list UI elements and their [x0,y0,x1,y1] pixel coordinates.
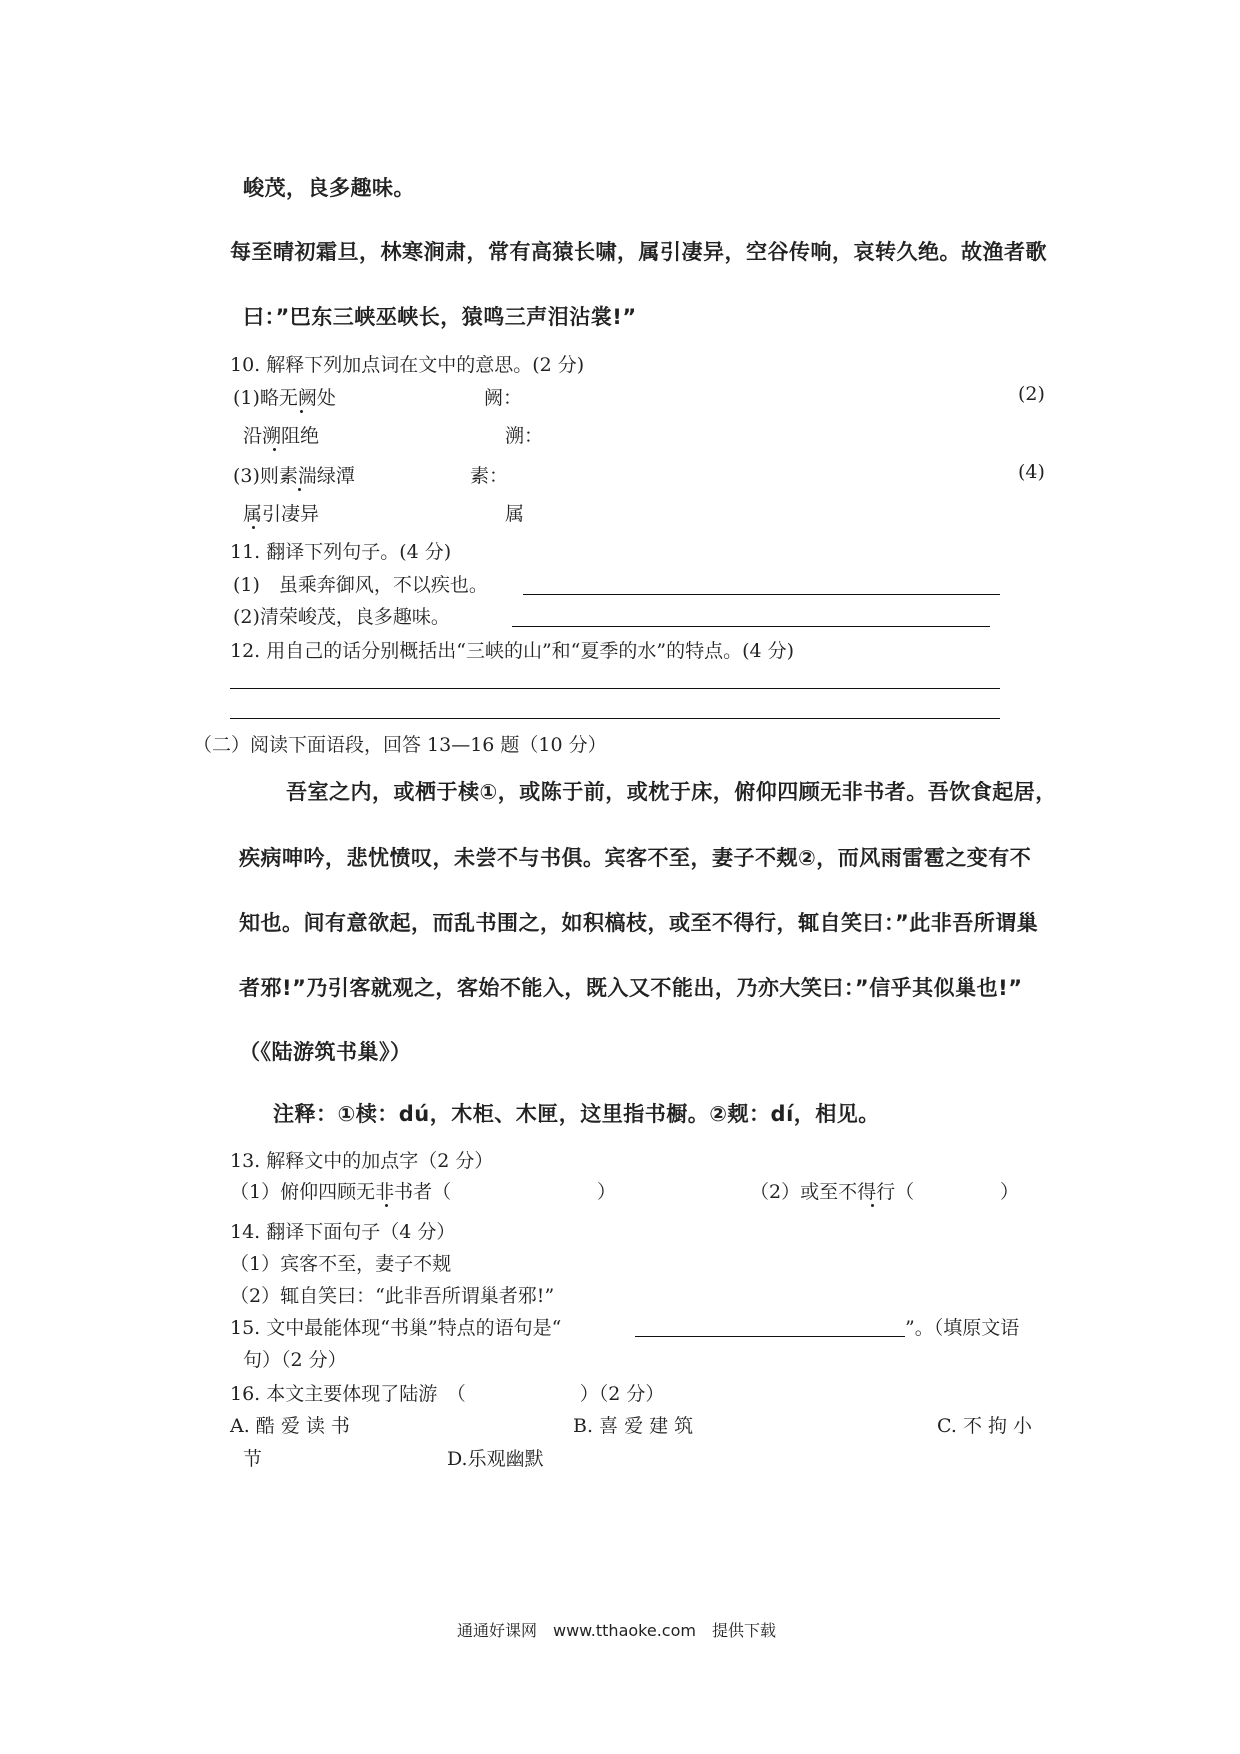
passage-source: （《陆游筑书巢》） [239,1040,412,1064]
question-10-key-2: 溯： [505,425,544,447]
option-c-cont: 节 [243,1448,263,1470]
question-13-item-2-close: ） [1000,1181,1020,1203]
question-10-item-2: 沿溯阻绝 [243,425,320,447]
question-15-stem-tail: ”。（填原文语 [905,1317,1020,1339]
answer-line[interactable] [512,626,990,627]
question-10-key-3: 素： [470,465,509,487]
question-13-item-2: （2）或至不得行（ [750,1181,915,1203]
question-10-item-1: (1)略无阙处 [233,387,336,409]
answer-line[interactable] [523,594,1000,595]
question-11-stem: 11. 翻译下列句子。(4 分) [230,541,452,563]
emphasis-dot [273,448,276,451]
question-13-stem: 13. 解释文中的加点字（2 分） [230,1150,494,1172]
question-11-sentence-1: (1) 虽乘奔御风，不以疾也。 [233,574,488,596]
question-10-num-2: (2) [1018,383,1045,405]
passage-note: 注释：①椟：dú，木柜、木匣，这里指书橱。②觌：dí，相见。 [273,1102,880,1126]
question-16-stem: 16. 本文主要体现了陆游 （ ）（2 分） [230,1383,665,1405]
answer-line[interactable] [230,718,1000,719]
emphasis-dot [385,1204,388,1207]
answer-line[interactable] [635,1336,905,1337]
passage-line: 曰：”巴东三峡巫峡长，猿鸣三声泪沾裳!” [243,305,637,329]
emphasis-dot [871,1204,874,1207]
question-10-num-4: (4) [1018,461,1045,483]
option-a: A. 酷 爱 读 书 [230,1415,350,1437]
question-14-sentence-2: （2）辄自笑曰：“此非吾所谓巢者邪!” [230,1285,555,1307]
passage-line: 知也。间有意欲起，而乱书围之，如积槁枝，或至不得行，辄自笑曰：”此非吾所谓巢 [239,911,1039,935]
emphasis-dot [298,488,301,491]
emphasis-dot [300,410,303,413]
question-12-stem: 12. 用自己的话分别概括出“三峡的山”和“夏季的水”的特点。(4 分) [230,640,795,662]
question-15-stem: 15. 文中最能体现“书巢”特点的语句是“ [230,1317,562,1339]
answer-line[interactable] [230,688,1000,689]
option-b: B. 喜 爱 建 筑 [573,1415,694,1437]
question-11-sentence-2: (2)清荣峻茂，良多趣味。 [233,606,450,628]
passage-line: 峻茂，良多趣味。 [243,176,415,200]
question-10-stem: 10. 解释下列加点词在文中的意思。(2 分) [230,354,585,376]
question-14-sentence-1: （1）宾客不至，妻子不觌 [230,1253,452,1275]
emphasis-dot [252,526,255,529]
passage-line: 每至晴初霜旦，林寒涧肃，常有高猿长啸，属引凄异，空谷传响，哀转久绝。故渔者歌 [230,240,1047,264]
page-footer: 通通好课网 www.tthaoke.com 提供下载 [457,1621,776,1640]
question-13-item-1: （1）俯仰四顾无非书者（ [230,1181,452,1203]
passage-line: 者邪!”乃引客就观之，客始不能入，既入又不能出，乃亦大笑曰：”信乎其似巢也!” [239,976,1023,1000]
passage-line: 疾病呻吟，悲忧愤叹，未尝不与书俱。宾客不至，妻子不觌②，而风雨雷雹之变有不 [239,846,1032,870]
question-14-stem: 14. 翻译下面句子（4 分） [230,1221,456,1243]
option-c: C. 不 拘 小 [937,1415,1033,1437]
question-15-stem-cont: 句）（2 分） [243,1349,347,1371]
option-d: D.乐观幽默 [447,1448,544,1470]
question-10-item-4: 属引凄异 [243,503,320,525]
passage-line: 吾室之内，或栖于椟①，或陈于前，或枕于床，俯仰四顾无非书者。吾饮食起居， [286,780,1057,804]
question-13-item-1-close: ） [597,1181,617,1203]
question-10-key-1: 阙： [484,387,523,409]
question-10-key-4: 属 [505,503,525,525]
question-10-item-3: (3)则素湍绿潭 [233,465,355,487]
section-heading: （二）阅读下面语段，回答 13—16 题（10 分） [193,734,607,756]
